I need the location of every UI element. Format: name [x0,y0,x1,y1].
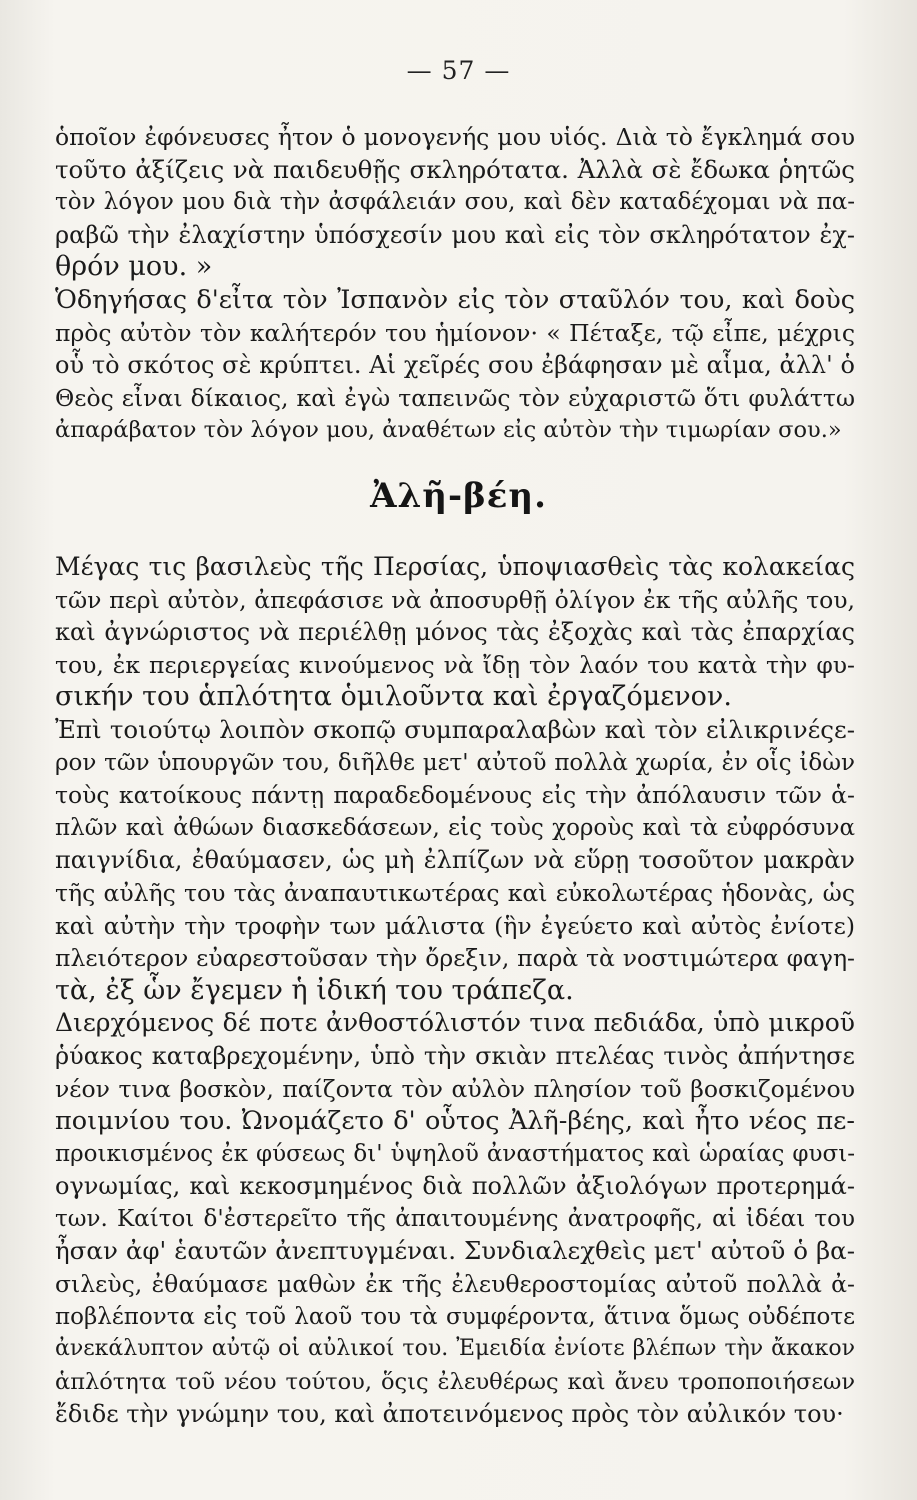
text-line: ἁπλότητα τοῦ νέου τούτου, ὅςις ἐλευθέρως καὶ ἄνευ τροποποιήσεων [55,1368,855,1395]
text-line: ἀνεκάλυπτον αὐτῷ οἱ αὐλικοί του. Ἐμειδία ἐνίοτε βλέπων τὴν ἄκακον [55,1336,855,1362]
text-line: των. Καίτοι δ'ἐστερεῖτο τῆς ἀπαιτουμένης ἀνατροφῆς, αἱ ἰδέαι του [55,1205,855,1232]
text-line: ποιμνίου του. Ὠνομάζετο δ' οὗτος Ἀλῆ-βέης, καὶ ἦτο νέος πε- [55,1106,855,1137]
page-number: — 57 — [406,56,511,85]
text-line: πρὸς αὐτὸν τὸν καλήτερόν του ἡμίονον· « Πέταξε, τῷ εἶπε, μέχρις [55,318,855,347]
text-line: Διερχόμενος δέ ποτε ἀνθοστόλιστόν τινα πεδιάδα, ὑπὸ μικροῦ [55,1008,855,1038]
text-line: ῥύακος καταβρεχομένην, ὑπὸ τὴν σκιὰν πτελέας τινὸς ἀπήντησε [55,1041,855,1070]
text-line: τῆς αὐλῆς του τὰς ἀναπαυτικωτέρας καὶ εὐκολωτέρας ἡδονὰς, ὡς [55,878,855,907]
text-line: οὗ τὸ σκότος σὲ κρύπτει. Αἱ χεῖρές σου ἐβάφησαν μὲ αἷμα, ἀλλ' ὁ [55,351,855,380]
paragraph-block-letter-ending [55,121,855,447]
section-heading: Ἀλῆ-βέη. [370,476,547,516]
text-line: τῶν περὶ αὐτὸν, ἀπεφάσισε νὰ ἀποσυρθῇ ὀλίγον ἐκ τῆς αὐλῆς του, [55,585,855,614]
text-line: ραβῶ τὴν ἐλαχίστην ὑπόσχεσίν μου καὶ εἰς τὸν σκληρότατον ἐχ- [55,220,855,249]
text-line: καὶ αὐτὴν τὴν τροφὴν των μάλιστα (ἣν ἐγεύετο καὶ αὐτὸς ἐνίοτε) [55,911,855,940]
text-line: προικισμένος ἐκ φύσεως δι' ὑψηλοῦ ἀναστήματος καὶ ὡραίας φυσι- [55,1140,855,1167]
text-line: Ὁδηγήσας δ'εἶτα τὸν Ἰσπανὸν εἰς τὸν σταῦλόν του, καὶ δοὺς [55,284,855,315]
text-line: ρον τῶν ὑπουργῶν του, διῆλθε μετ' αὐτοῦ πολλὰ χωρία, ἐν οἷς ἰδὼν [55,749,855,776]
text-line: πλῶν καὶ ἀθώων διασκεδάσεων, εἰς τοὺς χοροὺς καὶ τὰ εὐφρόσυνα [55,814,855,841]
text-line: καὶ ἀγνώριστος νὰ περιέλθῃ μόνος τὰς ἐξοχὰς καὶ τὰς ἐπαρχίας [55,618,855,647]
text-line: ὁποῖον ἐφόνευσες ἦτον ὁ μονογενής μου υἱός. Διὰ τὸ ἔγκλημά σου [55,123,855,151]
text-line: του, ἐκ περιεργείας κινούμενος νὰ ἴδῃ τὸν λαόν του κατὰ τὴν φυ- [55,650,855,679]
text-line: νέον τινα βοσκὸν, παίζοντα τὸν αὐλὸν πλησίον τοῦ βοσκιζομένου [55,1074,855,1103]
text-line: Ἐπὶ τοιούτῳ λοιπὸν σκοπῷ συμπαραλαβὼν καὶ τὸν εἰλικρινέςε- [55,714,855,744]
text-line: τοὺς κατοίκους πάντῃ παραδεδομένους εἰς τὴν ἀπόλαυσιν τῶν ἁ- [55,781,855,810]
text-line: τὸν λόγον μου διὰ τὴν ἀσφάλειάν σου, καὶ δὲν καταδέχομαι νὰ πα- [55,189,855,216]
text-line: ογνωμίας, καὶ κεκοσμημένος διὰ πολλῶν ἀξιολόγων προτερημά- [55,1172,855,1201]
text-line: ἀπαράβατον τὸν λόγον μου, ἀναθέτων εἰς αὐτὸν τὴν τιμωρίαν σου.» [55,417,842,444]
paragraph-block-ali-bey [55,551,855,1431]
text-line: ἦσαν ἀφ' ἑαυτῶν ἀνεπτυγμέναι. Συνδιαλεχθεὶς μετ' αὐτοῦ ὁ βα- [55,1236,855,1266]
text-line: τὰ, ἐξ ὧν ἔγεμεν ἡ ἰδική του τράπεζα. [55,974,574,1006]
text-line: σιλεὺς, ἐθαύμασε μαθὼν ἐκ τῆς ἐλευθεροστομίας αὐτοῦ πολλὰ ἀ- [55,1270,855,1299]
text-line: Θεὸς εἶναι δίκαιος, καὶ ἐγὼ ταπεινῶς τὸν εὐχαριστῶ ὅτι φυλάττω [55,383,855,412]
text-line: πλειότερον εὐαρεστοῦσαν τὴν ὄρεξιν, παρὰ τὰ νοστιμώτερα φαγη- [55,944,855,973]
text-line: Μέγας τις βασιλεὺς τῆς Περσίας, ὑποψιασθεὶς τὰς κολακείας [55,552,855,581]
text-line: παιγνίδια, ἐθαύμασεν, ὡς μὴ ἐλπίζων νὰ εὕρῃ τοσοῦτον μακρὰν [55,846,855,875]
text-line: τοῦτο ἀξίζεις νὰ παιδευθῇς σκληρότατα. Ἀλλὰ σὲ ἔδωκα ῥητῶς [55,154,855,184]
text-line: ποβλέποντα εἰς τοῦ λαοῦ του τὰ συμφέροντα, ἅτινα ὅμως οὐδέποτε [55,1303,855,1330]
text-line: θρόν μου. » [55,251,213,283]
text-line: ἔδιδε τὴν γνώμην του, καὶ ἀποτεινόμενος πρὸς τὸν αὐλικόν του· [55,1400,844,1429]
text-line: σικήν του ἁπλότητα ὁμιλοῦντα καὶ ἐργαζόμενον. [55,681,732,713]
